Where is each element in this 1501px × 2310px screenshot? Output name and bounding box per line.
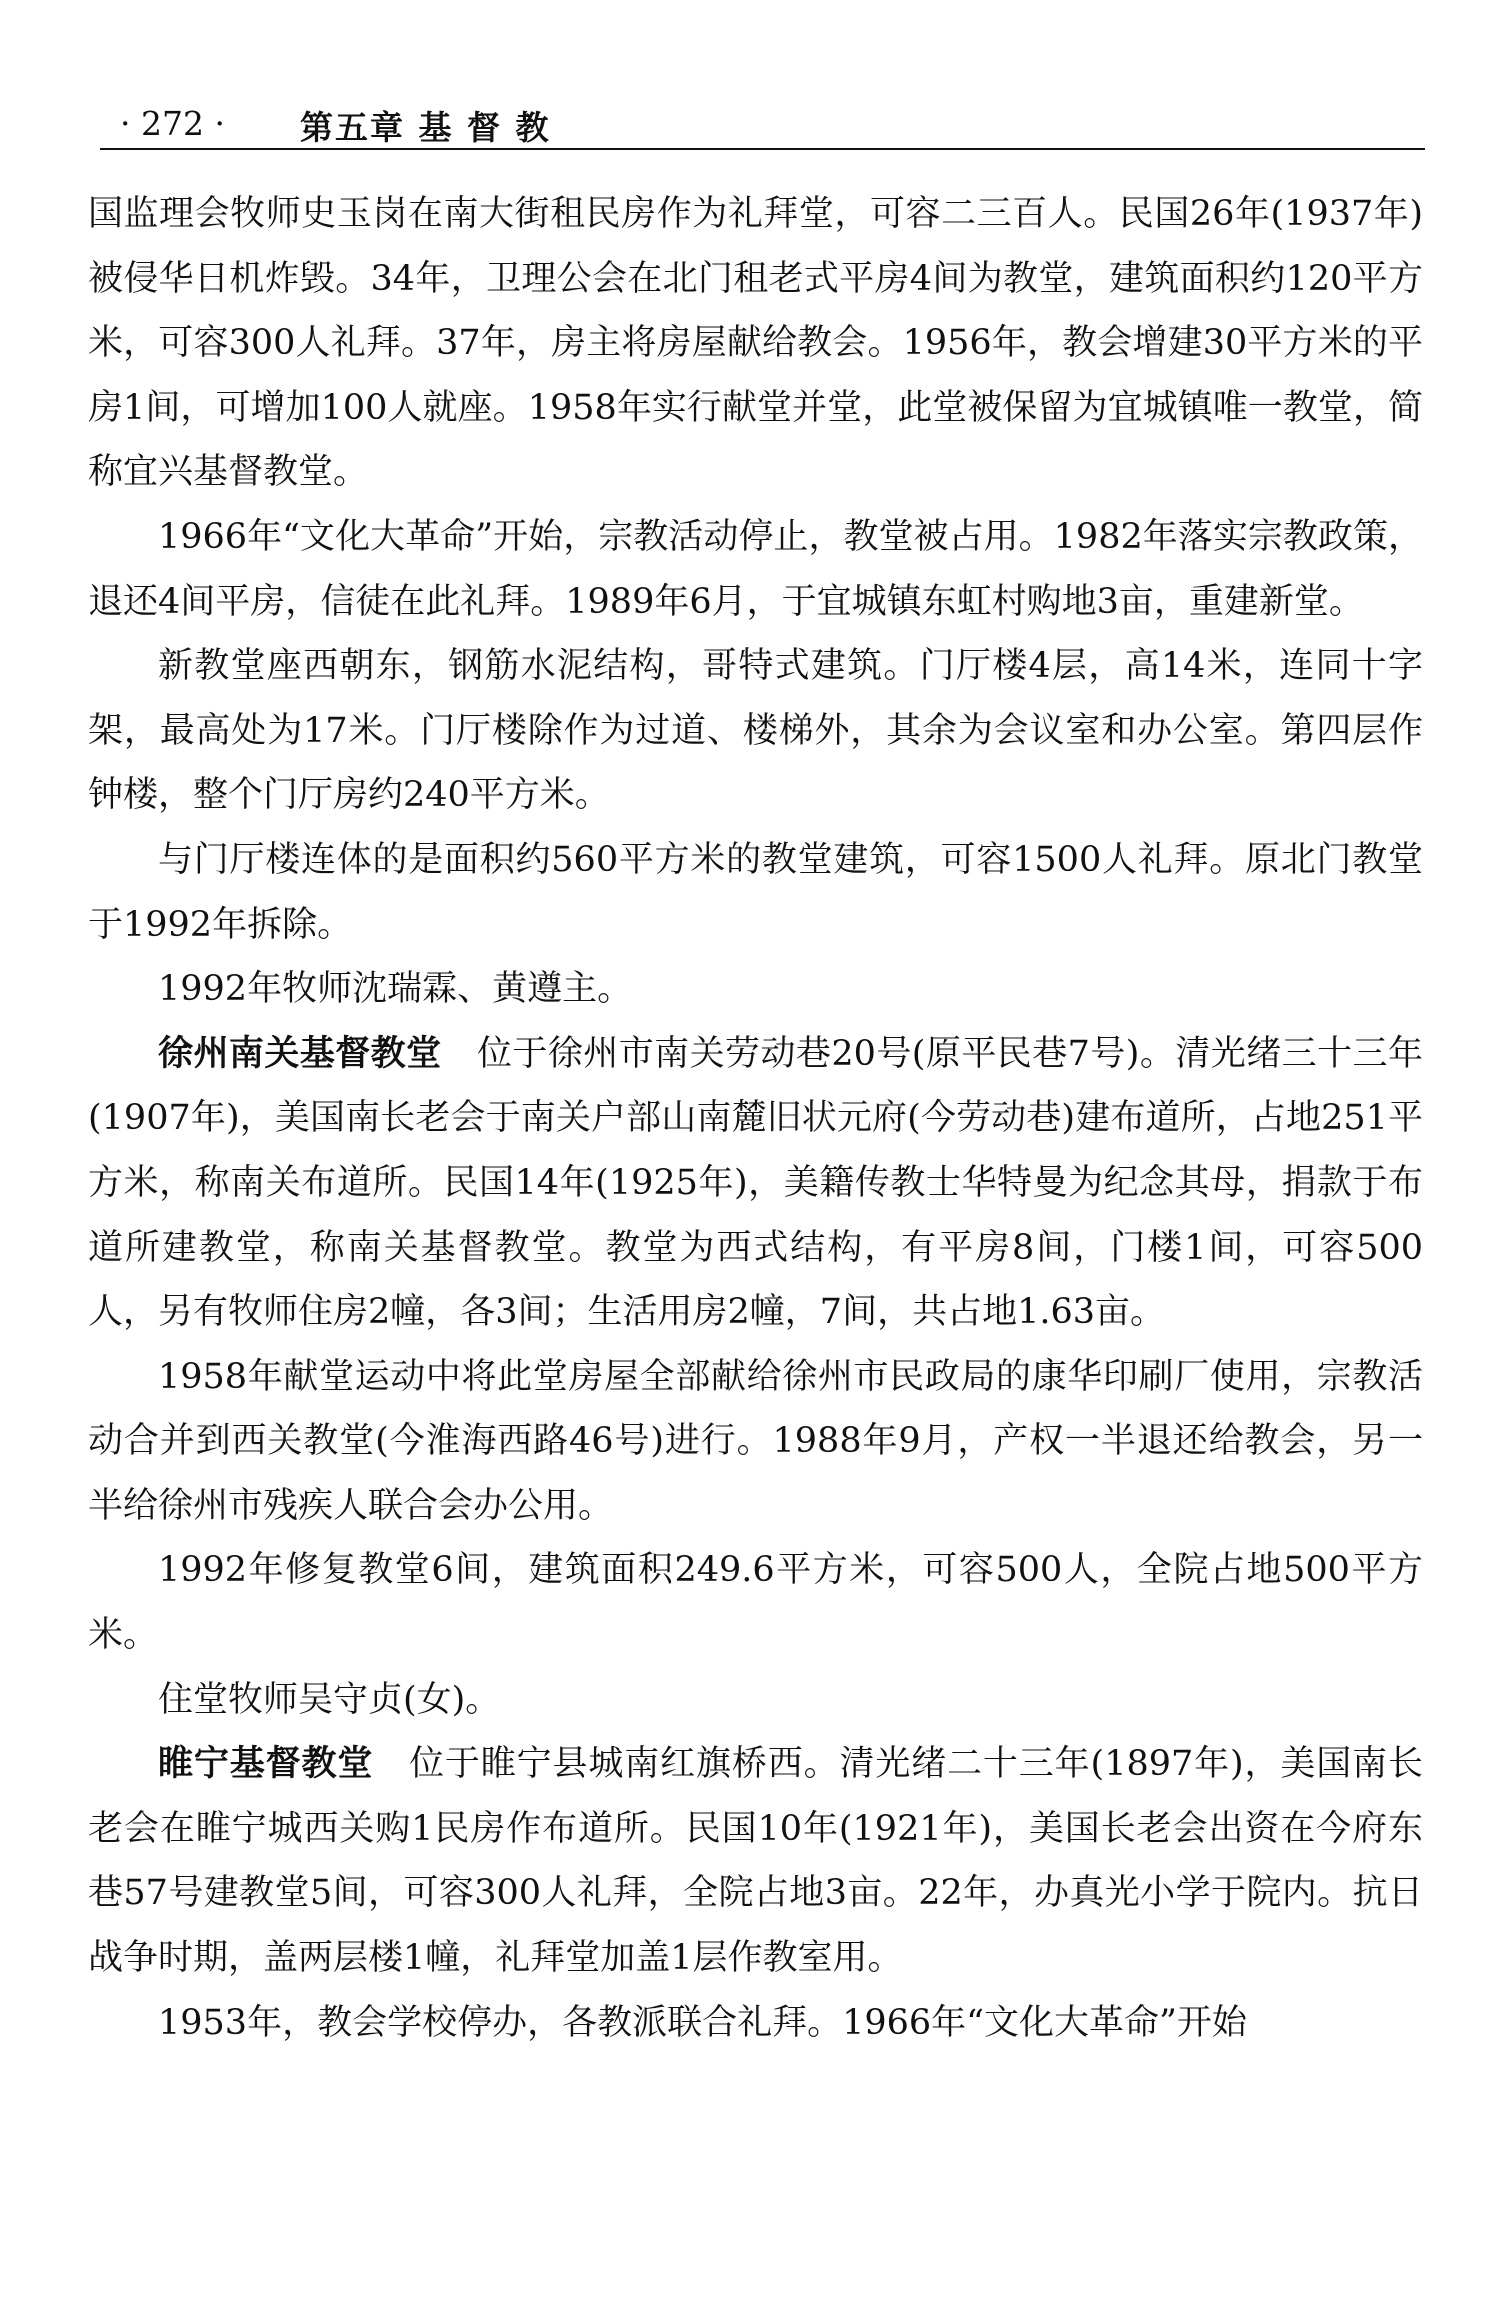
- paragraph-text: 与门厅楼连体的是面积约560平方米的教堂建筑，可容1500人礼拜。原北门教堂于1992年拆除。: [88, 839, 1423, 945]
- paragraph-text: 1992年牧师沈瑞霖、黄遵主。: [158, 969, 633, 1010]
- paragraph: [88, 1732, 1423, 1990]
- paragraph: [88, 1538, 1423, 1667]
- section-heading: 睢宁基督教堂: [158, 1744, 374, 1785]
- page-number: · 272 ·: [120, 104, 225, 143]
- paragraph: [88, 1022, 1423, 1345]
- paragraph: [88, 1668, 1423, 1733]
- paragraph-text: 位于徐州市南关劳动巷20号(原平民巷7号)。清光绪三十三年(1907年)，美国南长老会于南关户部山南麓旧状元府(今劳动巷)建布道所，占地251平方米，称南关布道所。民国14年(1925年)，美籍传教士华特曼为纪念其母，捐款于布道所建教堂，称南关基督教堂。教堂为西式结构，有平房8间，门楼1间，可容500人，另有牧师住房2幢，各3间；生活用房2幢，7间，共占地1.63亩。: [88, 1033, 1423, 1333]
- paragraph-text: 1966年“文化大革命”开始，宗教活动停止，教堂被占用。1982年落实宗教政策，退还4间平房，信徒在此礼拜。1989年6月，于宜城镇东虹村购地3亩，重建新堂。: [88, 516, 1423, 622]
- paragraph-text: 国监理会牧师史玉岗在南大街租民房作为礼拜堂，可容二三百人。民国26年(1937年)被侵华日机炸毁。34年，卫理公会在北门租老式平房4间为教堂，建筑面积约120平方米，可容300人礼拜。37年，房主将房屋献给教会。1956年，教会增建30平方米的平房1间，可增加100人就座。1958年实行献堂并堂，此堂被保留为宜城镇唯一教堂，简称宜兴基督教堂。: [88, 194, 1423, 493]
- page-header: [100, 98, 1420, 148]
- chapter-title: 第五章 基 督 教: [300, 108, 551, 147]
- paragraph-text: 住堂牧师吴守贞(女)。: [158, 1679, 501, 1720]
- page-body: [88, 182, 1423, 2055]
- paragraph-text: 位于睢宁县城南红旗桥西。清光绪二十三年(1897年)，美国南长老会在睢宁城西关购1民房作布道所。民国10年(1921年)，美国长老会出资在今府东巷57号建教堂5间，可容300人礼拜，全院占地3亩。22年，办真光小学于院内。抗日战争时期，盖两层楼1幢，礼拜堂加盖1层作教室用。: [88, 1744, 1423, 1979]
- paragraph: [88, 828, 1423, 957]
- paragraph: [88, 1345, 1423, 1539]
- paragraph: [88, 634, 1423, 828]
- paragraph-text: 1992年修复教堂6间，建筑面积249.6平方米，可容500人，全院占地500平方米。: [88, 1550, 1423, 1656]
- paragraph-text: 1953年，教会学校停办，各教派联合礼拜。1966年“文化大革命”开始: [158, 2002, 1247, 2043]
- paragraph-text: 1958年献堂运动中将此堂房屋全部献给徐州市民政局的康华印刷厂使用，宗教活动合并到西关教堂(今淮海西路46号)进行。1988年9月，产权一半退还给教会，另一半给徐州市残疾人联合会办公用。: [88, 1356, 1423, 1526]
- header-rule: [100, 148, 1425, 150]
- paragraph: [88, 182, 1423, 505]
- paragraph: [88, 505, 1423, 634]
- paragraph: [88, 1991, 1423, 2056]
- section-heading: 徐州南关基督教堂: [158, 1033, 442, 1074]
- paragraph-text: 新教堂座西朝东，钢筋水泥结构，哥特式建筑。门厅楼4层，高14米，连同十字架，最高处为17米。门厅楼除作为过道、楼梯外，其余为会议室和办公室。第四层作钟楼，整个门厅房约240平方米。: [88, 646, 1423, 816]
- paragraph: [88, 957, 1423, 1022]
